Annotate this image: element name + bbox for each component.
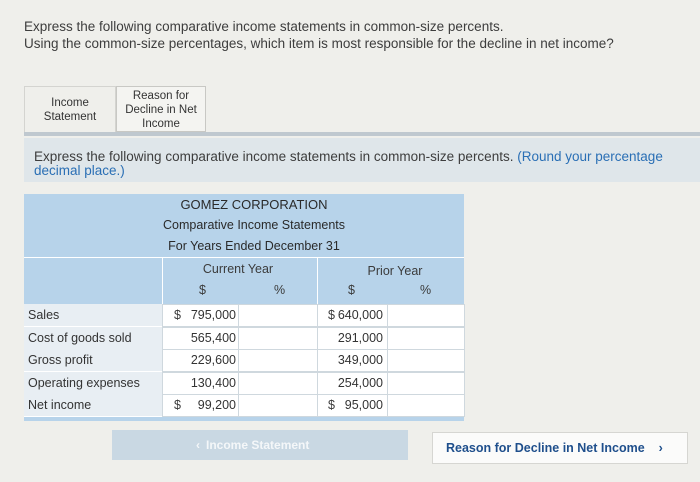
chevron-left-icon: ‹ [196,438,200,452]
tab-label: Income [142,118,180,130]
prior-percent-input[interactable] [387,304,465,327]
dollar-sign: $ [174,308,181,322]
prior-percent-input[interactable] [387,394,465,417]
current-amount: 99,200 [197,398,236,412]
dollar-sign: $ [328,398,335,412]
row-label: Cost of goods sold [28,330,132,345]
prior-percent-input[interactable] [387,327,465,350]
current-percent-input[interactable] [238,372,319,395]
statement-title: Comparative Income Statements [162,218,346,232]
current-amount: 565,400 [190,330,236,345]
intro-line-2: Using the common-size percentages, which item is most responsible for the decline in net income? [24,36,614,51]
current-year-header: Current Year [202,262,274,276]
prior-amount: 95,000 [344,398,383,412]
tab-income-statement[interactable] [24,86,116,132]
current-percent-input[interactable] [238,304,319,327]
prior-amount: 254,000 [337,375,383,390]
statement-period: For Years Ended December 31 [168,239,340,253]
next-button-label: Reason for Decline in Net Income [446,441,645,455]
tab-label: Income [51,97,89,109]
table-row-gross-profit [24,349,464,372]
current-amount: 229,600 [190,353,236,367]
table-bottom-border [24,417,464,421]
column-headers [24,257,464,304]
income-statement-table [24,194,464,421]
current-amount: 795,000 [190,308,236,322]
table-row-sales [24,304,464,327]
statement-header [24,194,464,257]
prior-amount: 640,000 [337,308,383,322]
current-amount: 130,400 [190,375,236,390]
current-percent-input[interactable] [238,394,319,417]
question-intro [24,18,614,52]
current-percent-header: % [274,283,286,297]
prior-year-header: Prior Year [367,264,423,278]
rounding-note-line-2: decimal place.) [34,164,125,178]
tab-label: Decline in Net [125,104,197,116]
current-percent-input[interactable] [238,349,319,372]
current-dollar-header: $ [199,283,206,297]
tab-reason-for-decline[interactable] [116,86,206,132]
prior-amount: 291,000 [337,330,383,345]
table-row-net-income [24,394,464,417]
row-label: Operating expenses [28,375,140,390]
tab-label: Reason for [132,90,190,102]
panel-divider [24,132,700,136]
table-row-cogs [24,327,464,350]
prior-amount: 349,000 [337,353,383,367]
row-label: Net income [28,398,92,412]
tab-label: Statement [43,111,97,123]
company-name: GOMEZ CORPORATION [180,197,328,212]
prior-percent-header: % [420,283,432,297]
row-label: Gross profit [28,353,93,367]
prior-percent-input[interactable] [387,349,465,372]
row-label: Sales [28,308,60,322]
instruction-box [24,138,700,182]
prev-button-label: Income Statement [206,438,310,452]
table-row-operating-expenses [24,372,464,395]
prior-dollar-header: $ [348,283,355,297]
intro-line-1: Express the following comparative income statements in common-size percents. [24,19,504,34]
statement-rows [24,304,464,417]
dollar-sign: $ [174,398,181,412]
chevron-right-icon: › [658,441,663,455]
prev-button[interactable] [112,430,408,460]
next-button[interactable] [432,432,688,464]
rounding-note: (Round your percentage [517,150,663,164]
dollar-sign: $ [328,308,335,322]
prior-percent-input[interactable] [387,372,465,395]
instruction-text: Express the following comparative income statements in common-size percents. [34,150,514,164]
current-percent-input[interactable] [238,327,319,350]
